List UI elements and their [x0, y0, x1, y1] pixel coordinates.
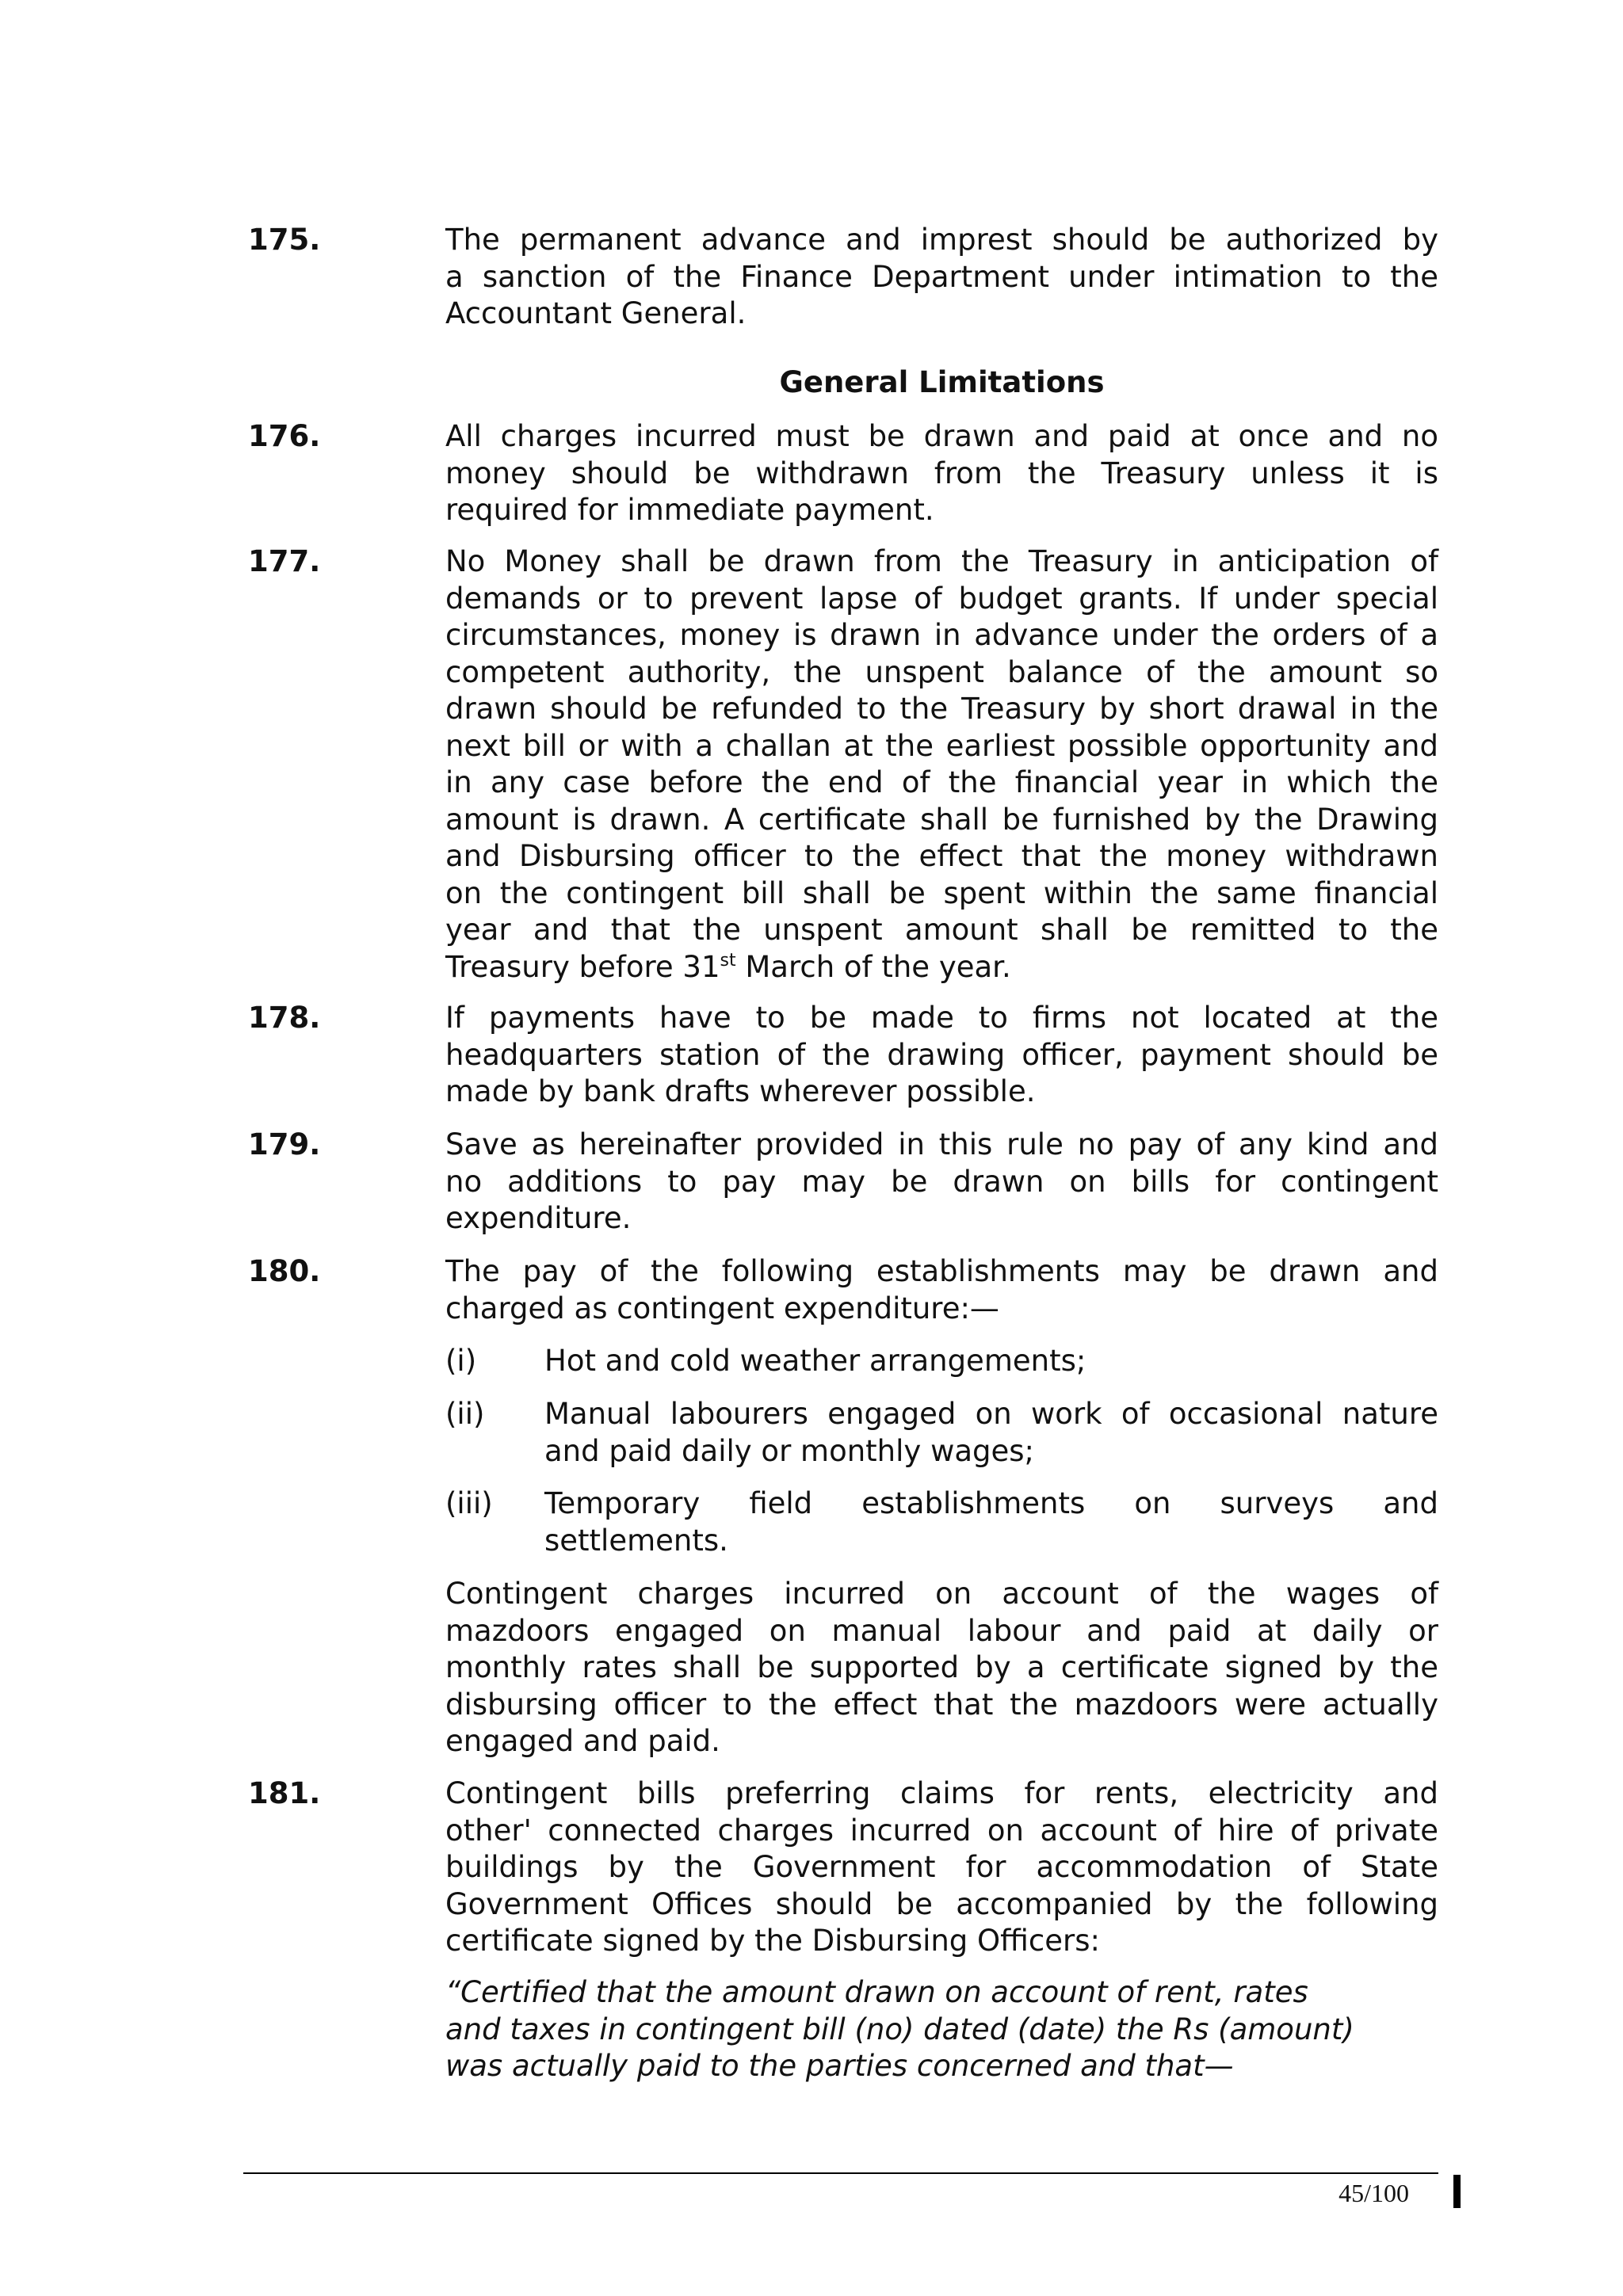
line-text: March of the year.: [735, 949, 1011, 984]
rule-text-line: other' connected charges incurred on account of hire of private: [445, 1813, 1438, 1848]
note-text-line: mazdoors engaged on manual labour and paid at daily or: [445, 1613, 1438, 1648]
list-item-label: (ii): [445, 1397, 485, 1431]
rule-text-line: Accountant General.: [445, 296, 747, 330]
rule-text-line: certificate signed by the Disbursing Officers:: [445, 1924, 1100, 1958]
note-text-line: Contingent charges incurred on account of the wages of: [445, 1577, 1438, 1611]
list-item-label: (i): [445, 1344, 477, 1378]
rule-text-line: next bill or with a challan at the earliest possible opportunity and: [445, 728, 1438, 763]
page-number: 45/100: [1338, 2179, 1409, 2207]
rule-text-line: in any case before the end of the financial year in which the: [445, 765, 1438, 799]
rule-text: [445, 543, 1438, 986]
rule-text-line: competent authority, the unspent balance of the amount so: [445, 654, 1438, 689]
list-item-text-line: Temporary field establishments on surveys and: [544, 1486, 1438, 1520]
note-text: [445, 1576, 1438, 1760]
rule-text-line: Government Offices should be accompanied by the following: [445, 1886, 1438, 1921]
rule-number: 177.: [248, 544, 321, 578]
rule-number: 178.: [248, 1001, 321, 1035]
rule-text: [445, 1253, 1438, 1327]
rule-text: [445, 418, 1438, 529]
rule-text-line: If payments have to be made to firms not located at the: [445, 1001, 1438, 1035]
rule-text-line: Contingent bills preferring claims for rents, electricity and: [445, 1776, 1438, 1810]
rule-text-line: [445, 949, 1438, 986]
rule-text: [445, 1775, 1438, 1960]
certificate-quote-line: was actually paid to the parties concerned and that—: [445, 2049, 1234, 2083]
rule-text-line: no additions to pay may be drawn on bills for contingent: [445, 1164, 1438, 1199]
rule-number: 175.: [248, 223, 321, 257]
rule-text: [445, 1127, 1438, 1238]
rule-text: [445, 222, 1438, 333]
rule-text-line: demands or to prevent lapse of budget grants. If under special: [445, 581, 1438, 616]
rule-text-line: drawn should be refunded to the Treasury by short drawal in the: [445, 692, 1438, 726]
ordinal-superscript: st: [720, 950, 736, 971]
rule-number: 180.: [248, 1254, 321, 1288]
note-text-line: disbursing officer to the effect that the mazdoors were actually: [445, 1687, 1438, 1722]
rule-text-line: All charges incurred must be drawn and paid at once and no: [445, 419, 1438, 453]
rule-text-line: required for immediate payment.: [445, 493, 934, 527]
list-item-text-line: and paid daily or monthly wages;: [544, 1433, 1034, 1468]
rule-text: [445, 1000, 1438, 1111]
list-item-text: [544, 1396, 1438, 1470]
rule-text-line: No Money shall be drawn from the Treasury in anticipation of: [445, 544, 1438, 578]
footer-divider: [243, 2172, 1438, 2174]
rule-text-line: headquarters station of the drawing officer, payment should be: [445, 1037, 1438, 1072]
rule-text-line: made by bank drafts wherever possible.: [445, 1074, 1036, 1108]
rule-text-line: a sanction of the Finance Department under intimation to the: [445, 259, 1438, 294]
certificate-text: [445, 1974, 1438, 2085]
rule-text-line: expenditure.: [445, 1201, 632, 1235]
rule-text-line: on the contingent bill shall be spent within the same financial: [445, 875, 1438, 910]
rule-number: 179.: [248, 1127, 321, 1161]
rule-text-line: year and that the unspent amount shall be remitted to the: [445, 913, 1438, 947]
list-item-text-line: Manual labourers engaged on work of occasional nature: [544, 1397, 1438, 1431]
rule-text-line: The permanent advance and imprest should be authorized by: [445, 223, 1438, 257]
rule-text-line: charged as contingent expenditure:—: [445, 1291, 999, 1325]
list-item-label: (iii): [445, 1486, 493, 1520]
line-text: Treasury before 31: [445, 949, 720, 984]
list-item-text: [544, 1343, 1438, 1380]
certificate-quote-line: and taxes in contingent bill (no) dated (date) the Rs (amount): [445, 2012, 1354, 2046]
rule-number: 176.: [248, 419, 321, 453]
page-edge-marker: [1453, 2175, 1461, 2208]
certificate-quote-line: “Certified that the amount drawn on account of rent, rates: [445, 1975, 1308, 2009]
section-heading: General Limitations: [779, 365, 1105, 399]
rule-text-line: money should be withdrawn from the Treasury unless it is: [445, 456, 1438, 490]
rule-text-line: buildings by the Government for accommodation of State: [445, 1850, 1438, 1884]
rule-text-line: The pay of the following establishments may be drawn and: [445, 1254, 1438, 1288]
list-item-text-line: settlements.: [544, 1523, 728, 1558]
list-item-text-line: Hot and cold weather arrangements;: [544, 1344, 1086, 1378]
note-text-line: engaged and paid.: [445, 1724, 720, 1758]
rule-text-line: amount is drawn. A certificate shall be furnished by the Drawing: [445, 802, 1438, 837]
rule-text-line: circumstances, money is drawn in advance under the orders of a: [445, 618, 1438, 652]
rule-text-line: and Disbursing officer to the effect that the money withdrawn: [445, 839, 1438, 873]
rule-text-line: Save as hereinafter provided in this rule no pay of any kind and: [445, 1127, 1438, 1161]
rule-number: 181.: [248, 1776, 321, 1810]
note-text-line: monthly rates shall be supported by a certificate signed by the: [445, 1650, 1438, 1684]
list-item-text: [544, 1486, 1438, 1559]
